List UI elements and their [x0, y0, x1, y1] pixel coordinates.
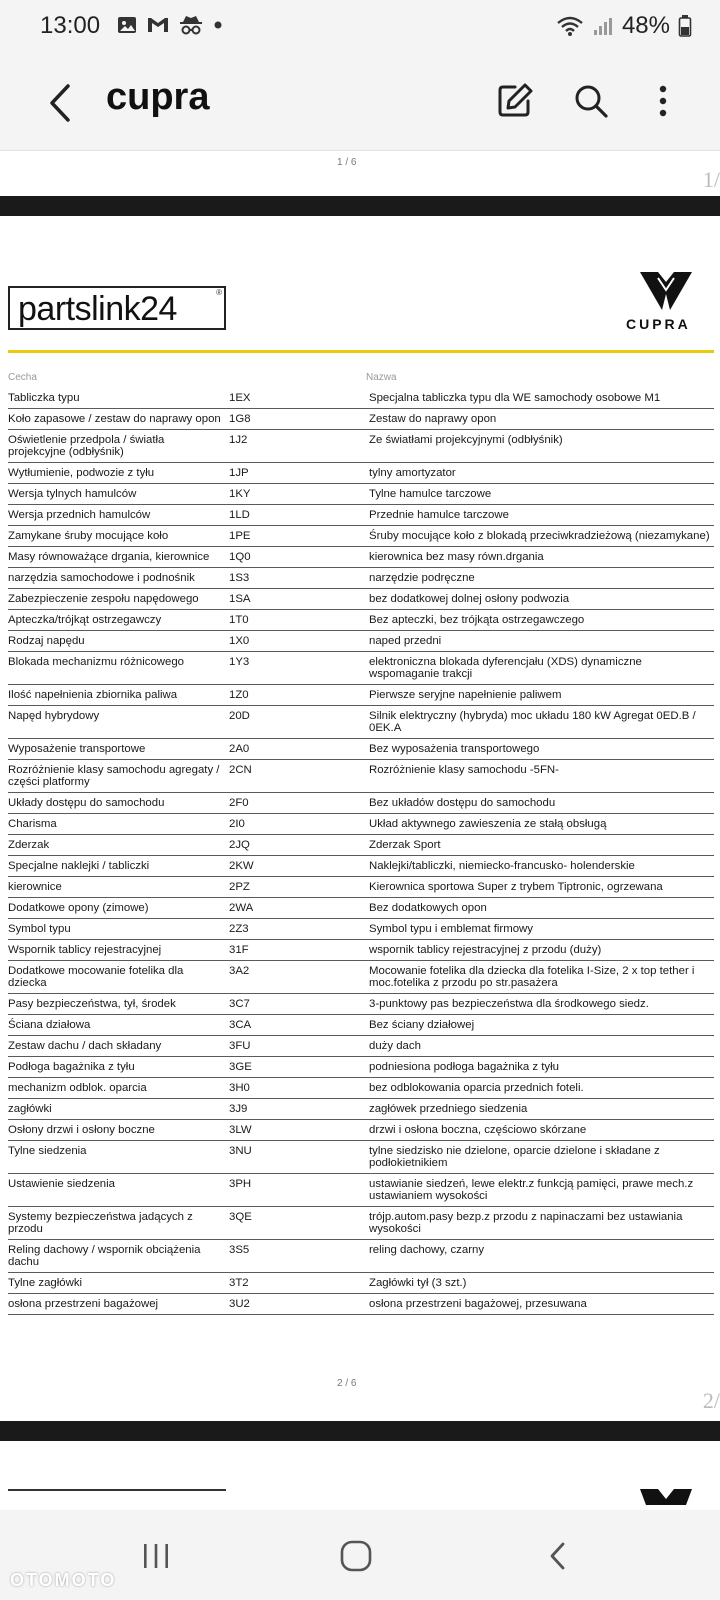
code-cell: 1EX	[229, 388, 369, 409]
table-row	[8, 484, 714, 505]
name-cell: Mocowanie fotelika dla dziecka dla fotelika I-Size, 2 x top tether i moc.fotelika z przodu po str.pasażera	[369, 961, 714, 994]
recents-icon	[138, 1541, 174, 1571]
name-cell: Bez wyposażenia transportowego	[369, 739, 714, 760]
feature-cell: Rozróżnienie klasy samochodu agregaty / części platformy	[8, 760, 229, 793]
name-cell: Zagłówki tył (3 szt.)	[369, 1273, 714, 1294]
name-cell: podniesiona podłoga bagażnika z tyłu	[369, 1057, 714, 1078]
code-cell: 2A0	[229, 739, 369, 760]
code-cell: 31F	[229, 940, 369, 961]
name-cell: drzwi i osłona boczna, częściowo skórzane	[369, 1120, 714, 1141]
chevron-left-icon	[40, 78, 80, 128]
table-row	[8, 1036, 714, 1057]
feature-cell: Koło zapasowe / zestaw do naprawy opon	[8, 409, 229, 430]
name-cell: Śruby mocujące koło z blokadą przeciwkradzieżową (niezamykane)	[369, 526, 714, 547]
incognito-icon	[178, 14, 204, 36]
name-cell: reling dachowy, czarny	[369, 1240, 714, 1273]
feature-cell: Napęd hybrydowy	[8, 706, 229, 739]
code-cell: 2WA	[229, 898, 369, 919]
code-cell: 3PH	[229, 1174, 369, 1207]
page-2-label: 2 / 6	[337, 1378, 357, 1389]
app-bar	[0, 56, 720, 151]
name-cell: 3-punktowy pas bezpieczeństwa dla środkowego siedz.	[369, 994, 714, 1015]
table-row	[8, 610, 714, 631]
code-cell: 3S5	[229, 1240, 369, 1273]
table-row	[8, 1240, 714, 1273]
feature-cell: Tylne siedzenia	[8, 1141, 229, 1174]
table-row	[8, 409, 714, 430]
feature-cell: Zestaw dachu / dach składany	[8, 1036, 229, 1057]
back-nav-button[interactable]	[528, 1534, 588, 1578]
dot-icon	[212, 14, 224, 36]
feature-cell: Tabliczka typu	[8, 388, 229, 409]
recents-button[interactable]	[126, 1534, 186, 1578]
more-vert-icon	[653, 81, 673, 121]
feature-cell: Zderzak	[8, 835, 229, 856]
pdf-page-3-preview	[0, 1441, 720, 1510]
feature-cell: Charisma	[8, 814, 229, 835]
table-row	[8, 961, 714, 994]
feature-cell: Ściana działowa	[8, 1015, 229, 1036]
code-cell: 1X0	[229, 631, 369, 652]
table-row	[8, 856, 714, 877]
page-2-side-indicator: 2/	[702, 1388, 720, 1413]
status-time: 13:00	[40, 12, 101, 39]
name-cell: trójp.autom.pasy bezp.z przodu z napinaczami bez ustawiania wysokości	[369, 1207, 714, 1240]
table-row	[8, 430, 714, 463]
equipment-table	[8, 388, 714, 1315]
name-cell: wspornik tablicy rejestracyjnej z przodu (duży)	[369, 940, 714, 961]
table-row	[8, 1099, 714, 1120]
code-cell: 1KY	[229, 484, 369, 505]
feature-cell: Systemy bezpieczeństwa jadących z przodu	[8, 1207, 229, 1240]
code-cell: 3H0	[229, 1078, 369, 1099]
name-cell: naped przedni	[369, 631, 714, 652]
code-cell: 1G8	[229, 409, 369, 430]
code-cell: 3NU	[229, 1141, 369, 1174]
name-cell: Bez apteczki, bez trójkąta ostrzegawczego	[369, 610, 714, 631]
name-cell: tylne siedzisko nie dzielone, oparcie dzielone i składane z podłokietnikiem	[369, 1141, 714, 1174]
name-cell: Specjalna tabliczka typu dla WE samochody osobowe M1	[369, 388, 714, 409]
battery-percent: 48%	[621, 12, 670, 39]
feature-cell: Tylne zagłówki	[8, 1273, 229, 1294]
name-cell: Pierwsze seryjne napełnienie paliwem	[369, 685, 714, 706]
name-cell: duży dach	[369, 1036, 714, 1057]
feature-cell: Zabezpieczenie zespołu napędowego	[8, 589, 229, 610]
feature-cell: Masy równoważące drgania, kierownice	[8, 547, 229, 568]
name-cell: ustawianie siedzeń, lewe elektr.z funkcją pamięci, prawe mech.z ustawianiem wysokości	[369, 1174, 714, 1207]
code-cell: 2PZ	[229, 877, 369, 898]
table-row	[8, 631, 714, 652]
table-row	[8, 760, 714, 793]
code-cell: 3CA	[229, 1015, 369, 1036]
name-cell: Bez ściany działowej	[369, 1015, 714, 1036]
back-nav-icon	[543, 1538, 573, 1574]
code-cell: 20D	[229, 706, 369, 739]
code-cell: 2I0	[229, 814, 369, 835]
feature-cell: Dodatkowe opony (zimowe)	[8, 898, 229, 919]
code-cell: 2Z3	[229, 919, 369, 940]
table-row	[8, 589, 714, 610]
code-cell: 2CN	[229, 760, 369, 793]
name-cell: Tylne hamulce tarczowe	[369, 484, 714, 505]
cupra-logo-text: CUPRA	[626, 316, 691, 332]
feature-cell: Oświetlenie przedpola / światła projekcyjne (odbłyśnik)	[8, 430, 229, 463]
name-cell: Kierownica sportowa Super z trybem Tiptronic, ogrzewana	[369, 877, 714, 898]
table-row	[8, 919, 714, 940]
name-cell: Naklejki/tabliczki, niemiecko-francusko- holenderskie	[369, 856, 714, 877]
name-cell: Zestaw do naprawy opon	[369, 409, 714, 430]
code-cell: 3A2	[229, 961, 369, 994]
name-cell: elektroniczna blokada dyferencjału (XDS) dynamiczne wspomaganie trakcji	[369, 652, 714, 685]
edit-icon	[495, 81, 535, 121]
table-row	[8, 814, 714, 835]
code-cell: 1S3	[229, 568, 369, 589]
cupra-emblem-icon	[636, 1485, 696, 1505]
table-row	[8, 505, 714, 526]
more-options-button[interactable]	[640, 78, 686, 124]
name-cell: Układ aktywnego zawieszenia ze stałą obsługą	[369, 814, 714, 835]
feature-cell: Układy dostępu do samochodu	[8, 793, 229, 814]
table-row	[8, 1015, 714, 1036]
feature-cell: Wersja tylnych hamulców	[8, 484, 229, 505]
table-row	[8, 652, 714, 685]
feature-cell: Wspornik tablicy rejestracyjnej	[8, 940, 229, 961]
col-header-feature: Cecha	[8, 372, 37, 383]
name-cell: bez dodatkowej dolnej osłony podwozia	[369, 589, 714, 610]
feature-cell: narzędzia samochodowe i podnośnik	[8, 568, 229, 589]
search-icon	[571, 81, 611, 121]
code-cell: 3LW	[229, 1120, 369, 1141]
name-cell: Symbol typu i emblemat firmowy	[369, 919, 714, 940]
name-cell: zagłówek przedniego siedzenia	[369, 1099, 714, 1120]
wifi-icon	[556, 15, 584, 37]
table-row	[8, 1174, 714, 1207]
pdf-viewer[interactable]	[0, 151, 720, 1510]
code-cell: 1SA	[229, 589, 369, 610]
name-cell: osłona przestrzeni bagażowej, przesuwana	[369, 1294, 714, 1315]
feature-cell: Wyposażenie transportowe	[8, 739, 229, 760]
home-button[interactable]	[326, 1534, 386, 1578]
table-row	[8, 793, 714, 814]
cupra-emblem-icon	[636, 268, 696, 312]
name-cell: Przednie hamulce tarczowe	[369, 505, 714, 526]
registered-mark: ®	[216, 288, 222, 297]
signal-icon	[592, 15, 614, 37]
table-row	[8, 1078, 714, 1099]
code-cell: 3C7	[229, 994, 369, 1015]
gmail-icon	[146, 14, 170, 36]
page-3-logo-edge	[8, 1489, 226, 1491]
name-cell: Bez dodatkowych opon	[369, 898, 714, 919]
code-cell: 2KW	[229, 856, 369, 877]
table-row	[8, 994, 714, 1015]
pdf-page-2	[0, 216, 720, 1402]
name-cell: Ze światłami projekcyjnymi (odbłyśnik)	[369, 430, 714, 463]
code-cell: 3J9	[229, 1099, 369, 1120]
code-cell: 3T2	[229, 1273, 369, 1294]
cupra-logo	[622, 268, 712, 338]
name-cell: kierownica bez masy równ.drgania	[369, 547, 714, 568]
table-row	[8, 877, 714, 898]
feature-cell: Ustawienie siedzenia	[8, 1174, 229, 1207]
feature-cell: Wytłumienie, podwozie z tyłu	[8, 463, 229, 484]
table-row	[8, 1057, 714, 1078]
table-row	[8, 898, 714, 919]
name-cell: narzędzie podręczne	[369, 568, 714, 589]
code-cell: 3GE	[229, 1057, 369, 1078]
feature-cell: Wersja przednich hamulców	[8, 505, 229, 526]
table-row	[8, 568, 714, 589]
feature-cell: Ilość napełnienia zbiornika paliwa	[8, 685, 229, 706]
table-row	[8, 1141, 714, 1174]
name-cell: Bez układów dostępu do samochodu	[369, 793, 714, 814]
gallery-icon	[116, 14, 138, 36]
code-cell: 3FU	[229, 1036, 369, 1057]
header-divider	[8, 350, 714, 353]
status-icons	[116, 14, 224, 36]
partslink24-logo-text: partslink24	[18, 290, 177, 328]
edit-button[interactable]	[492, 78, 538, 124]
name-cell: tylny amortyzator	[369, 463, 714, 484]
page-separator	[0, 196, 720, 216]
status-right	[556, 12, 692, 40]
code-cell: 1Z0	[229, 685, 369, 706]
feature-cell: Rodzaj napędu	[8, 631, 229, 652]
code-cell: 2F0	[229, 793, 369, 814]
document-title: cupra	[106, 76, 210, 118]
feature-cell: mechanizm odblok. oparcia	[8, 1078, 229, 1099]
feature-cell: kierownice	[8, 877, 229, 898]
feature-cell: Pasy bezpieczeństwa, tył, środek	[8, 994, 229, 1015]
name-cell: Zderzak Sport	[369, 835, 714, 856]
code-cell: 1PE	[229, 526, 369, 547]
feature-cell: Osłony drzwi i osłony boczne	[8, 1120, 229, 1141]
table-row	[8, 835, 714, 856]
code-cell: 2JQ	[229, 835, 369, 856]
page-1-side-indicator: 1/	[702, 167, 720, 192]
feature-cell: Symbol typu	[8, 919, 229, 940]
code-cell: 3U2	[229, 1294, 369, 1315]
col-header-name: Nazwa	[366, 372, 397, 383]
feature-cell: Dodatkowe mocowanie fotelika dla dziecka	[8, 961, 229, 994]
battery-icon	[678, 14, 692, 38]
table-row	[8, 547, 714, 568]
feature-cell: zagłówki	[8, 1099, 229, 1120]
feature-cell: Blokada mechanizmu różnicowego	[8, 652, 229, 685]
back-button[interactable]	[40, 78, 80, 128]
table-row	[8, 685, 714, 706]
feature-cell: Podłoga bagażnika z tyłu	[8, 1057, 229, 1078]
table-row	[8, 1273, 714, 1294]
partslink24-logo	[8, 286, 226, 330]
code-cell: 1Y3	[229, 652, 369, 685]
code-cell: 1Q0	[229, 547, 369, 568]
table-row	[8, 463, 714, 484]
name-cell: bez odblokowania oparcia przednich foteli.	[369, 1078, 714, 1099]
watermark: OTOMOTO	[10, 1570, 117, 1590]
search-button[interactable]	[568, 78, 614, 124]
table-row	[8, 526, 714, 547]
feature-cell: Apteczka/trójkąt ostrzegawczy	[8, 610, 229, 631]
table-row	[8, 1120, 714, 1141]
code-cell: 1LD	[229, 505, 369, 526]
feature-cell: Reling dachowy / wspornik obciążenia dachu	[8, 1240, 229, 1273]
feature-cell: Specjalne naklejki / tabliczki	[8, 856, 229, 877]
feature-cell: Zamykane śruby mocujące koło	[8, 526, 229, 547]
table-row	[8, 1207, 714, 1240]
code-cell: 1T0	[229, 610, 369, 631]
feature-cell: osłona przestrzeni bagażowej	[8, 1294, 229, 1315]
page-1-label: 1 / 6	[337, 157, 357, 168]
status-bar	[0, 0, 720, 56]
name-cell: Silnik elektryczny (hybryda) moc układu 180 kW Agregat 0ED.B / 0EK.A	[369, 706, 714, 739]
table-row	[8, 1294, 714, 1315]
table-row	[8, 388, 714, 409]
code-cell: 3QE	[229, 1207, 369, 1240]
table-row	[8, 940, 714, 961]
code-cell: 1JP	[229, 463, 369, 484]
table-row	[8, 706, 714, 739]
page-separator	[0, 1421, 720, 1441]
table-row	[8, 739, 714, 760]
name-cell: Rozróżnienie klasy samochodu -5FN-	[369, 760, 714, 793]
home-icon	[338, 1538, 374, 1574]
code-cell: 1J2	[229, 430, 369, 463]
